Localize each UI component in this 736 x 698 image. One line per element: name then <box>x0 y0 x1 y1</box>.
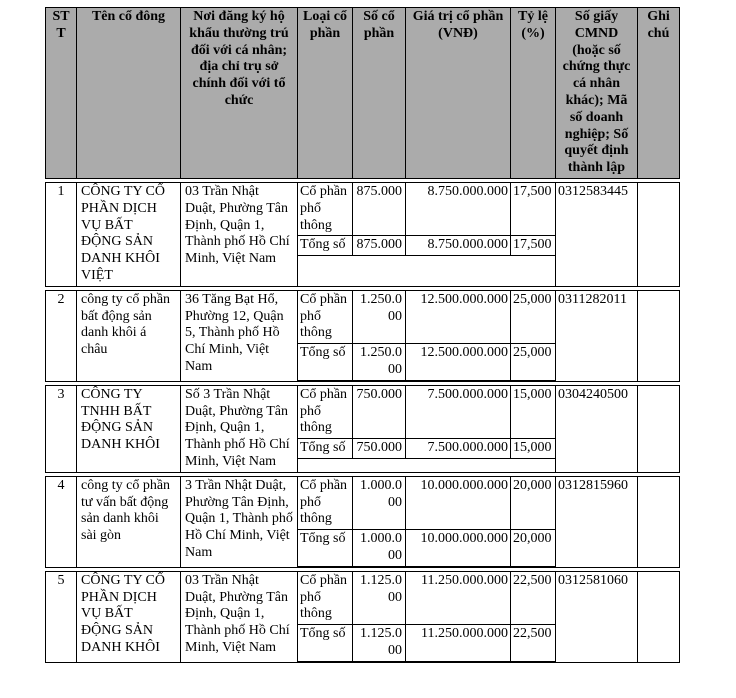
share-row-total <box>298 439 555 459</box>
table-row <box>45 290 680 382</box>
share-row-total <box>298 530 555 567</box>
share-count: 750.000 <box>353 439 406 458</box>
header-cell-name: Tên cổ đông <box>77 8 181 178</box>
row-name: CÔNG TY CỔ PHẦN DỊCH VỤ BẤT ĐỘNG SẢN DANH KHÔI VIỆT <box>77 183 181 286</box>
shareholders-table <box>45 7 680 663</box>
share-ratio: 15,000 <box>513 440 552 456</box>
share-row-common <box>298 183 555 236</box>
share-ratio: 20,000 <box>513 477 552 493</box>
row-address: 03 Trần Nhật Duật, Phường Tân Định, Quận 1, Thành phố Hồ Chí Minh, Việt Nam <box>181 572 298 662</box>
share-type-label: Cổ phần phổ thông <box>298 386 353 438</box>
row-id-number: 0312583445 <box>556 183 638 286</box>
share-row-common <box>298 386 555 439</box>
row-note <box>638 291 679 381</box>
share-ratio: 15,000 <box>513 386 552 402</box>
row-name: CÔNG TY CỔ PHẦN DỊCH VỤ BẤT ĐỘNG SẢN DANH KHÔI <box>77 572 181 662</box>
header-cell-stt: STT <box>46 8 77 178</box>
row-note <box>638 477 679 567</box>
share-count: 1.250.000 <box>353 291 406 343</box>
share-type-label: Cổ phần phổ thông <box>298 183 353 235</box>
share-count: 1.250.000 <box>353 344 406 380</box>
share-value: 11.250.000.000 <box>406 625 511 661</box>
share-value: 8.750.000.000 <box>406 236 511 255</box>
share-ratio: 22,500 <box>513 572 552 588</box>
row-stt: 4 <box>46 477 77 567</box>
share-filler <box>298 459 555 472</box>
share-value: 11.250.000.000 <box>406 572 511 624</box>
row-share-block <box>298 572 556 662</box>
share-ratio: 20,000 <box>513 531 552 547</box>
share-count: 750.000 <box>353 386 406 438</box>
share-type-label: Tổng số <box>298 236 353 255</box>
share-row-common <box>298 291 555 344</box>
share-count: 1.000.000 <box>353 530 406 566</box>
table-row <box>45 385 680 473</box>
share-count: 875.000 <box>353 183 406 235</box>
share-ratio: 17,500 <box>513 237 552 253</box>
row-id-number: 0312581060 <box>556 572 638 662</box>
share-value: 8.750.000.000 <box>406 183 511 235</box>
share-value: 10.000.000.000 <box>406 530 511 566</box>
row-address: 3 Trần Nhật Duật, Phường Tân Định, Quận 1, Thành phố Hồ Chí Minh, Việt Nam <box>181 477 298 567</box>
header-cell-share-type: Loại cổ phần <box>298 8 353 178</box>
share-type-label: Cổ phần phổ thông <box>298 572 353 624</box>
row-stt: 3 <box>46 386 77 472</box>
share-type-label: Tổng số <box>298 625 353 661</box>
row-id-number: 0312815960 <box>556 477 638 567</box>
share-row-total <box>298 344 555 381</box>
share-row-total <box>298 625 555 662</box>
row-address: 03 Trần Nhật Duật, Phường Tân Định, Quận 1, Thành phố Hồ Chí Minh, Việt Nam <box>181 183 298 286</box>
share-count: 1.125.000 <box>353 572 406 624</box>
table-row <box>45 182 680 287</box>
share-count: 1.125.000 <box>353 625 406 661</box>
row-note <box>638 572 679 662</box>
share-value: 12.500.000.000 <box>406 291 511 343</box>
share-type-label: Tổng số <box>298 530 353 566</box>
header-cell-address: Nơi đăng ký hộ khẩu thường trú đối với cá nhân; địa chỉ trụ sở chính đối với tổ chức <box>181 8 298 178</box>
header-cell-note: Ghi chú <box>647 9 670 41</box>
share-type-label: Cổ phần phổ thông <box>298 291 353 343</box>
share-row-common <box>298 477 555 530</box>
row-stt: 1 <box>46 183 77 286</box>
row-share-block <box>298 183 556 286</box>
share-value: 10.000.000.000 <box>406 477 511 529</box>
share-value: 7.500.000.000 <box>406 386 511 438</box>
share-row-common <box>298 572 555 625</box>
table-row <box>45 571 680 663</box>
share-row-total <box>298 236 555 256</box>
header-cell-ratio: Tỷ lệ (%) <box>511 8 556 178</box>
row-note <box>638 183 679 286</box>
share-type-label: Tổng số <box>298 439 353 458</box>
share-type-label: Tổng số <box>298 344 353 380</box>
share-count: 1.000.000 <box>353 477 406 529</box>
share-ratio: 17,500 <box>513 183 552 199</box>
row-name: công ty cổ phần tư vấn bất động sản danh khôi sài gòn <box>77 477 181 567</box>
share-ratio: 25,000 <box>513 345 552 361</box>
row-stt: 5 <box>46 572 77 662</box>
share-ratio: 22,500 <box>513 626 552 642</box>
row-id-number: 0304240500 <box>556 386 638 472</box>
row-id-number: 0311282011 <box>556 291 638 381</box>
share-ratio: 25,000 <box>513 291 552 307</box>
header-cell-id-number: Số giấy CMND (hoặc số chứng thực cá nhân khác); Mã số doanh nghiệp; Số quyết định thành lập <box>556 8 638 178</box>
share-count: 875.000 <box>353 236 406 255</box>
share-value: 12.500.000.000 <box>406 344 511 380</box>
row-share-block <box>298 386 556 472</box>
share-value: 7.500.000.000 <box>406 439 511 458</box>
table-header-row <box>45 7 680 179</box>
share-filler <box>298 256 555 286</box>
header-cell-share-value: Giá trị cổ phần (VNĐ) <box>406 8 511 178</box>
row-stt: 2 <box>46 291 77 381</box>
row-share-block <box>298 291 556 381</box>
header-cell-share-count: Số cổ phần <box>353 8 406 178</box>
row-share-block <box>298 477 556 567</box>
row-address: Số 3 Trần Nhật Duật, Phường Tân Định, Quận 1, Thành phố Hồ Chí Minh, Việt Nam <box>181 386 298 472</box>
row-name: CÔNG TY TNHH BẤT ĐỘNG SẢN DANH KHÔI <box>77 386 181 472</box>
row-name: công ty cổ phần bất động sản danh khôi á châu <box>77 291 181 381</box>
row-address: 36 Tăng Bạt Hổ, Phường 12, Quận 5, Thành phố Hồ Chí Minh, Việt Nam <box>181 291 298 381</box>
table-row <box>45 476 680 568</box>
row-note <box>638 386 679 472</box>
share-type-label: Cổ phần phổ thông <box>298 477 353 529</box>
